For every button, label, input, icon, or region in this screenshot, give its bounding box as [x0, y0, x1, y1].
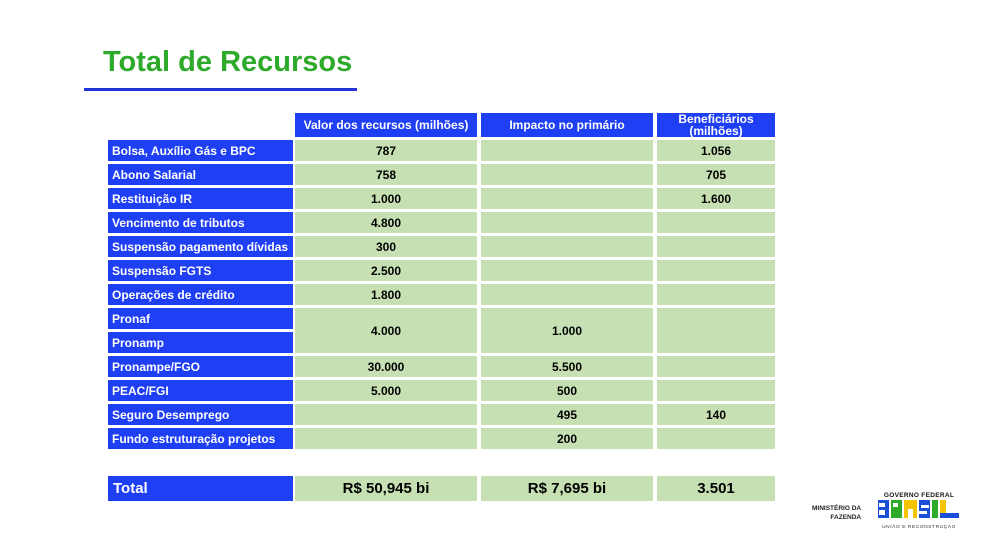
- uniao-reconstrucao-text: UNIÃO E RECONSTRUÇÃO: [882, 525, 956, 530]
- header-impacto: Impacto no primário: [481, 113, 653, 137]
- row-beneficiarios: [657, 428, 775, 449]
- row-impacto: 500: [481, 380, 653, 401]
- row-label: Operações de crédito: [108, 284, 293, 305]
- row-valor: [295, 428, 477, 449]
- row-label: Bolsa, Auxílio Gás e BPC: [108, 140, 293, 161]
- title-underline: [84, 88, 357, 91]
- row-label: Suspensão FGTS: [108, 260, 293, 281]
- row-beneficiarios: [657, 380, 775, 401]
- ministerio-line2: FAZENDA: [830, 514, 862, 521]
- row-valor: [295, 404, 477, 425]
- row-beneficiarios: [657, 212, 775, 233]
- row-valor: 758: [295, 164, 477, 185]
- row-valor: 787: [295, 140, 477, 161]
- row-impacto: [481, 260, 653, 281]
- row-beneficiarios: 140: [657, 404, 775, 425]
- row-valor: 1.800: [295, 284, 477, 305]
- row-valor: 4.800: [295, 212, 477, 233]
- row-beneficiarios: 1.600: [657, 188, 775, 209]
- brasil-wordmark-icon: [876, 499, 962, 519]
- row-beneficiarios: 705: [657, 164, 775, 185]
- row-impacto: 495: [481, 404, 653, 425]
- row-impacto: [481, 212, 653, 233]
- governo-federal-text: GOVERNO FEDERAL: [883, 492, 955, 499]
- merged-valor-pronaf-pronamp: 4.000: [295, 308, 477, 353]
- row-impacto: [481, 236, 653, 257]
- row-label: Restituição IR: [108, 188, 293, 209]
- row-label: Fundo estruturação projetos: [108, 428, 293, 449]
- row-valor: 5.000: [295, 380, 477, 401]
- row-valor: 1.000: [295, 188, 477, 209]
- row-impacto: [481, 188, 653, 209]
- total-label: Total: [108, 476, 293, 501]
- header-beneficiarios: Beneficiários (milhões): [657, 113, 775, 137]
- row-label: Pronamp: [108, 332, 293, 353]
- row-beneficiarios: [657, 284, 775, 305]
- row-valor: 300: [295, 236, 477, 257]
- row-label: Seguro Desemprego: [108, 404, 293, 425]
- header-valor: Valor dos recursos (milhões): [295, 113, 477, 137]
- row-label: Abono Salarial: [108, 164, 293, 185]
- row-beneficiarios: 1.056: [657, 140, 775, 161]
- row-impacto: [481, 164, 653, 185]
- ministerio-fazenda-logo: [812, 504, 861, 522]
- total-valor: R$ 50,945 bi: [295, 476, 477, 501]
- ministerio-line1: MINISTÉRIO DA: [812, 505, 862, 512]
- governo-federal-logo: [876, 492, 962, 530]
- row-beneficiarios: [657, 356, 775, 377]
- row-impacto: 5.500: [481, 356, 653, 377]
- row-impacto: [481, 284, 653, 305]
- total-beneficiarios: 3.501: [657, 476, 775, 501]
- row-valor: 30.000: [295, 356, 477, 377]
- row-impacto: 200: [481, 428, 653, 449]
- row-label: Vencimento de tributos: [108, 212, 293, 233]
- row-label: Pronampe/FGO: [108, 356, 293, 377]
- row-impacto: [481, 140, 653, 161]
- total-impacto: R$ 7,695 bi: [481, 476, 653, 501]
- merged-benef-pronaf-pronamp: [657, 308, 775, 353]
- row-label: Pronaf: [108, 308, 293, 329]
- row-valor: 2.500: [295, 260, 477, 281]
- page-title: Total de Recursos: [103, 46, 353, 78]
- row-label: PEAC/FGI: [108, 380, 293, 401]
- row-label: Suspensão pagamento dívidas: [108, 236, 293, 257]
- row-beneficiarios: [657, 236, 775, 257]
- row-beneficiarios: [657, 260, 775, 281]
- merged-impacto-pronaf-pronamp: 1.000: [481, 308, 653, 353]
